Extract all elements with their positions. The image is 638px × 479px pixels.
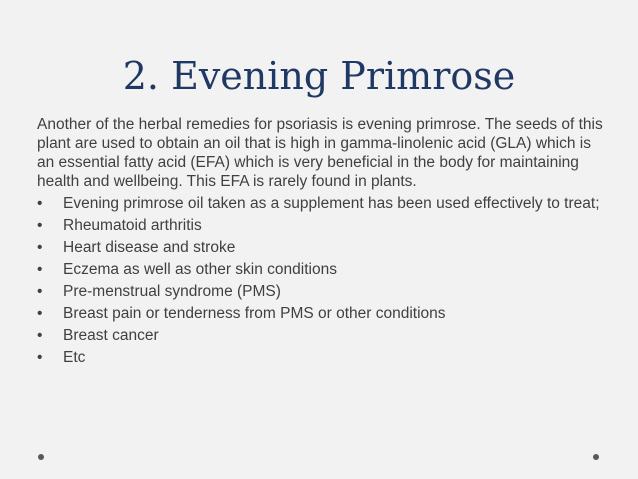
bullet-marker: •	[37, 195, 43, 212]
bullet-text: Breast pain or tenderness from PMS or other conditions	[63, 305, 446, 322]
intro-paragraph: Another of the herbal remedies for psoriasis is evening primrose. The seeds of this plant are used to obtain an oil that is high in gamma-linolenic acid (GLA) which is an essential fatty acid (EFA) which is very beneficial in the body for maintaining health and wellbeing. This EFA is rarely found in plants.	[37, 116, 603, 190]
bullet-list	[37, 194, 607, 367]
bullet-text: Eczema as well as other skin conditions	[63, 261, 337, 278]
bullet-text: Evening primrose oil taken as a supplement has been used effectively to treat;	[63, 195, 600, 212]
bullet-text: Etc	[63, 349, 86, 366]
bullet-item	[37, 326, 607, 345]
bullet-item	[37, 282, 607, 301]
bullet-marker: •	[37, 349, 43, 366]
bullet-marker: •	[37, 283, 43, 300]
bullet-item	[37, 348, 607, 367]
decorative-dot-right	[593, 454, 599, 460]
bullet-marker: •	[37, 327, 43, 344]
bullet-text: Rheumatoid arthritis	[63, 217, 202, 234]
decorative-dot-left	[38, 454, 44, 460]
slide-title: 2. Evening Primrose	[122, 54, 516, 98]
bullet-marker: •	[37, 305, 43, 322]
bullet-item	[37, 216, 607, 235]
bullet-item	[37, 304, 607, 323]
slide-body	[37, 115, 607, 367]
bullet-marker: •	[37, 239, 43, 256]
bullet-item	[37, 194, 607, 213]
bullet-marker: •	[37, 261, 43, 278]
bullet-marker: •	[37, 217, 43, 234]
bullet-item	[37, 238, 607, 257]
bullet-text: Heart disease and stroke	[63, 239, 236, 256]
bullet-text: Pre-menstrual syndrome (PMS)	[63, 283, 281, 300]
bullet-text: Breast cancer	[63, 327, 159, 344]
bullet-item	[37, 260, 607, 279]
